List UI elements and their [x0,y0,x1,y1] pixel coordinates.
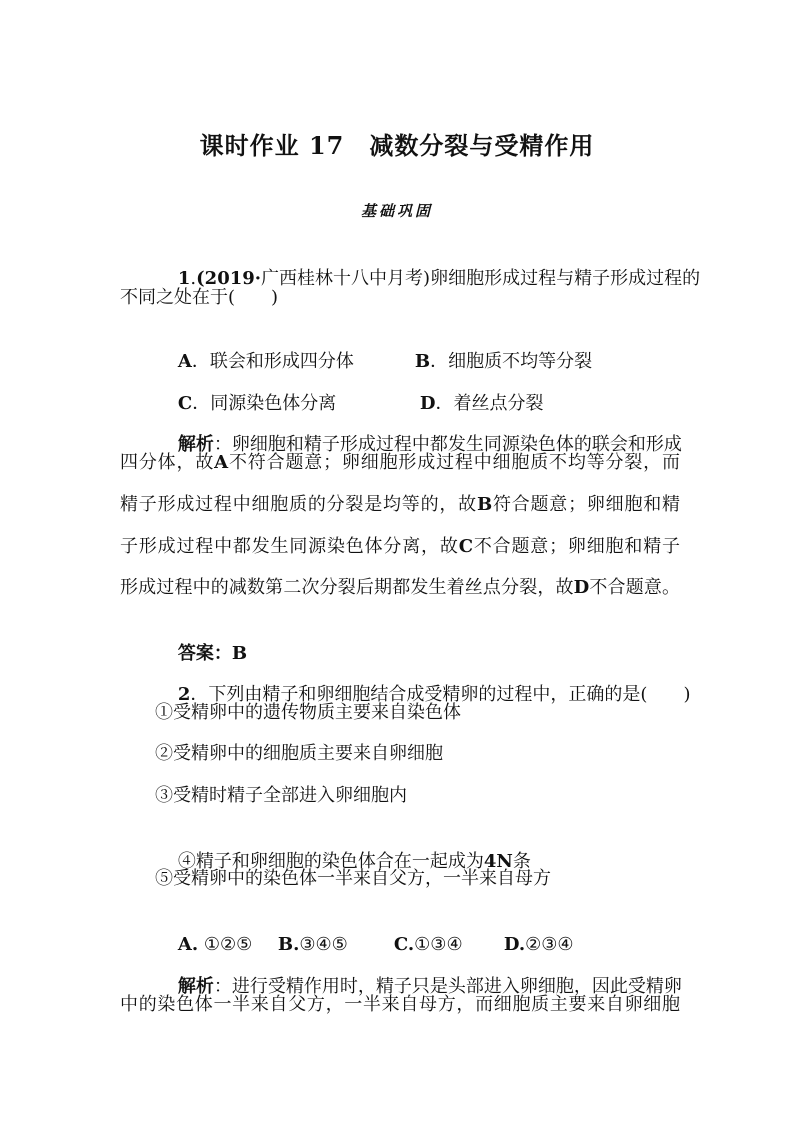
q1-choice-ref-c: C [458,536,474,557]
q1-option-c-label: C [177,393,193,414]
page-title: 课时作业 17 减数分裂与受精作用 [199,131,595,160]
q2-statement-4-unit: 条 [512,851,531,872]
q1-option-b-text: ．细胞质不均等分裂 [430,351,593,372]
q1-option-d-text: ．着丝点分裂 [435,393,544,414]
q1-source-year: (2019· [196,268,262,289]
q2-option-d-text: ②③④ [525,934,574,955]
q1-stem-line1: 1.(2019·广西桂林十八中月考)卵细胞形成过程与精子形成过程的 [177,268,701,289]
q1-option-a-text: ．联会和形成四分体 [191,351,354,372]
q2-statement-2: ②受精卵中的细胞质主要来自卵细胞 [155,743,443,764]
q2-option-a-label: A. [177,934,199,955]
q1-explanation-text3a: 精子形成过程中细胞质的分裂是均等的，故 [120,494,477,515]
q2-option-b-label: B. [277,934,300,955]
q1-stem-text1: 卵细胞形成过程与精子形成过程的 [430,268,701,289]
q2-statement-4-value: 4N [483,851,513,872]
q2-option-c-label: C. [393,934,415,955]
q2-option-a-text: ①②⑤ [203,934,253,955]
q1-explanation-text5c: 不合题意。 [589,577,680,598]
q1-option-b-label: B [414,351,431,372]
q2-statement-3: ③受精时精子全部进入卵细胞内 [155,785,407,806]
q1-explanation-text2c: 不符合题意；卵细胞形成过程中细胞质不均等分裂，而 [228,452,681,473]
q1-choice-ref-a: A [214,452,229,473]
q2-number: 2 [177,684,191,705]
q1-option-c-text: ．同源染色体分离 [192,393,337,414]
section-heading: 基础巩固 [360,202,433,220]
q1-explanation-text3c: 符合题意；卵细胞和精 [492,494,681,515]
q1-source: 广西桂林十八中月考) [261,268,431,289]
q1-option-a-label: A [177,351,192,372]
q1-option-d-label: D [419,393,436,414]
q1-explanation-line3 [120,493,680,517]
q1-explanation-text5a: 形成过程中的减数第二次分裂后期都发生着丝点分裂，故 [120,577,574,598]
q2-option-d-label: D. [503,934,526,955]
q2-option-b-text: ③④⑤ [299,934,348,955]
q1-explanation-label: 解析 [177,434,214,455]
q2-statement-1: ①受精卵中的遗传物质主要来自染色体 [155,702,461,723]
q1-explanation-line5 [120,576,680,600]
q2-statement-4-text: ④精子和卵细胞的染色体合在一起成为 [177,851,484,872]
q2-explanation-text1: ：进行受精作用时，精子只是头部进入卵细胞，因此受精卵 [213,976,682,997]
q1-explanation-text4a: 子形成过程中都发生同源染色体分离，故 [120,536,459,557]
q2-explanation-label: 解析 [177,976,214,997]
q2-option-c-text: ①③④ [414,934,463,955]
q2-stem-text: ．下列由精子和卵细胞结合成受精卵的过程中，正确的是( ) [190,684,691,705]
q2-explanation-line2: 中的染色体一半来自父方，一半来自母方，而细胞质主要来自卵细胞 [120,994,680,1015]
q1-explanation-text2a: 四分体，故 [120,452,215,473]
q1-stem-line2: 不同之处在于( ) [120,287,279,308]
q1-explanation-line4 [120,535,680,559]
q2-statement-5: ⑤受精卵中的染色体一半来自父方，一半来自母方 [155,868,551,889]
q1-explanation-line2 [120,451,680,475]
q1-explanation-text1: ：卵细胞和精子形成过程中都发生同源染色体的联会和形成 [213,434,682,455]
q1-answer-value: ：B [213,643,248,664]
q1-choice-ref-b: B [476,494,493,515]
q1-explanation-text4c: 不合题意；卵细胞和精子 [473,536,681,557]
q1-choice-ref-d: D [573,577,590,598]
q1-number: 1 [177,268,191,289]
q1-answer-label: 答案 [177,643,214,664]
